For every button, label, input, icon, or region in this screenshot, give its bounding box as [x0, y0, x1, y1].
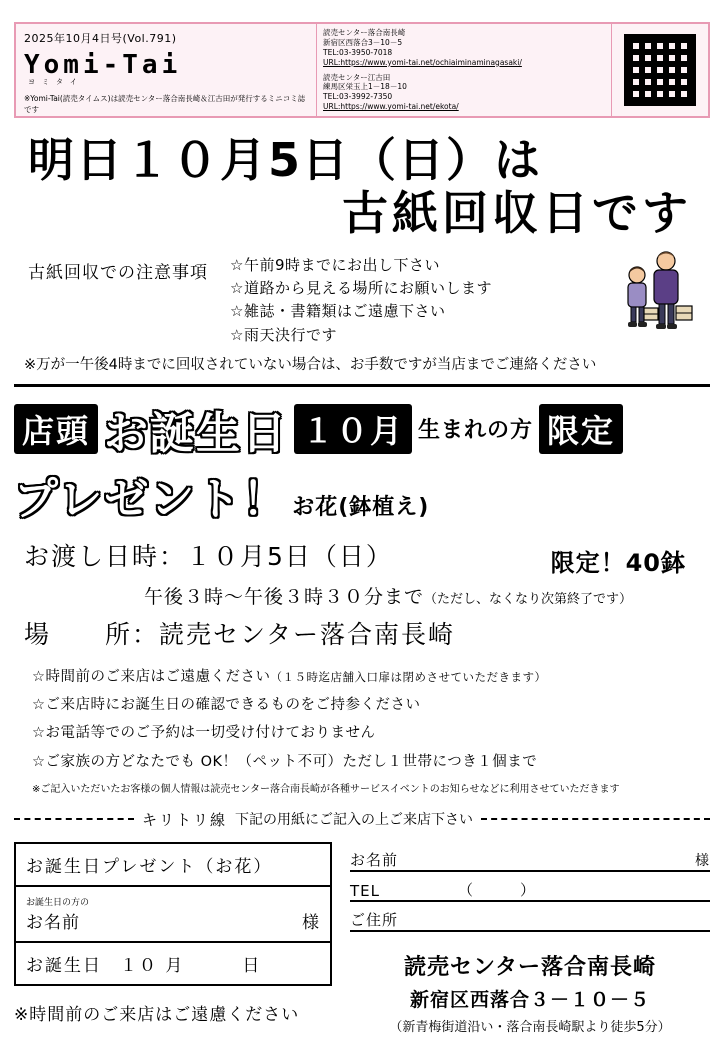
form-title: お誕生日プレゼント（お花）: [26, 856, 273, 877]
present-title-main-2: プレゼント！: [14, 473, 289, 525]
handover-time: 午後３時～午後３時３０分まで: [144, 585, 425, 608]
shop-name: 読売センター落合南長崎: [403, 954, 657, 980]
form-left-box: [14, 842, 332, 986]
place-line: [24, 615, 710, 651]
form-right-tel-label: TEL: [350, 881, 380, 900]
family-illustration: [604, 248, 694, 332]
form-birthday-label: お誕生日: [26, 955, 102, 976]
form-birthday-field[interactable]: [26, 951, 320, 976]
issue-date: 2025年10月4日号(Vol.791): [24, 32, 177, 45]
present-bullet-note: （１５時迄店舗入口扉は閉めさせていただきます）: [270, 669, 547, 684]
cut-dash-left: [14, 818, 134, 820]
form-name-suffix: 様: [302, 912, 320, 933]
badge-store: 店頭: [14, 404, 98, 454]
notice-item: ☆道路から見える場所にお願いします: [230, 279, 492, 298]
form-right: [350, 842, 710, 1035]
contact-block-ochiai: [323, 28, 605, 68]
form-right-name-suffix: 様: [695, 852, 710, 869]
flyer-page: [0, 22, 724, 1046]
publication-logo-ruby: ヨミタイ: [28, 78, 84, 86]
contact-tel-2: TEL:03-3992-7350: [323, 92, 393, 102]
masthead-qr: [612, 24, 708, 116]
present-bullet: [32, 663, 710, 691]
form-birthday-row[interactable]: [16, 943, 330, 984]
notice-section: [14, 254, 710, 347]
form-right-name-label: お名前: [350, 850, 399, 869]
shop-address: 新宿区西落合３－１０－５: [409, 988, 650, 1011]
present-details: [14, 537, 710, 651]
badge-limit: 限定: [539, 404, 623, 454]
contact-tel-1: TEL:03-3950-7018: [323, 47, 393, 57]
present-born-label: 生まれの方: [418, 418, 534, 444]
masthead-contacts: [316, 24, 612, 116]
contact-address-2: 練馬区栄玉上1－18－10: [323, 82, 407, 92]
contact-name-2: 読売センター江古田: [323, 72, 391, 82]
publication-logo: Yomi-Tai: [24, 50, 182, 80]
form-right-tel[interactable]: [350, 872, 710, 902]
form-right-tel-parens: [388, 879, 536, 900]
badge-month: １０月: [294, 404, 412, 454]
masthead-left: [16, 24, 316, 116]
shop-access: （新青梅街道沿い・落合南長崎駅より徒歩5分）: [389, 1019, 671, 1035]
handover-date: １０月5日（日）: [186, 541, 393, 571]
masthead: [14, 22, 710, 118]
shop-info: [350, 950, 710, 1035]
present-bullet: ☆ご家族の方どなたでも OK！（ペット不可）ただし１世帯につき１個まで: [32, 753, 538, 770]
present-bullet-text: ☆時間前のご来店はご遠慮ください: [32, 668, 271, 685]
form-left-note: ※時間前のご来店はご遠慮ください: [14, 1004, 300, 1025]
contact-block-ekota: [323, 73, 605, 113]
form-right-address-label: ご住所: [350, 910, 399, 929]
form-right-name[interactable]: [350, 842, 710, 872]
place-value: 読売センター落合南長崎: [159, 619, 456, 649]
form-title-row: [16, 844, 330, 887]
present-banner: [14, 397, 710, 527]
tel-paren-open: （: [458, 880, 475, 899]
privacy-note: ※ご記入いただいたお客様の個人情報は読売センター落合南長崎が各種サービスイベントのお知らせなどに利用させていただきます: [32, 783, 620, 795]
headline-line-2: 古紙回収日です: [342, 185, 692, 240]
notice-item: ☆雑誌・書籍類はご遠慮下さい: [230, 302, 446, 321]
tel-paren-close: ）: [520, 880, 537, 899]
form-birthday-month: １０ 月: [120, 955, 185, 976]
headline: [14, 134, 710, 240]
form-right-address[interactable]: [350, 902, 710, 932]
notice-footer: ※万が一午後4時までに回収されていない場合は、お手数ですが当店までご連絡ください: [24, 356, 597, 373]
form-name-field[interactable]: [26, 908, 320, 933]
contact-url-1[interactable]: URL:https://www.yomi-tai.net/ochiaiminaminagasaki/: [323, 57, 522, 67]
contact-url-2[interactable]: URL:https://www.yomi-tai.net/ekota/: [323, 102, 459, 112]
form-name-caption: お誕生日の方の: [26, 897, 90, 908]
handover-time-line: [24, 582, 710, 609]
notice-list: [230, 254, 492, 347]
form-name-label: お名前: [26, 912, 80, 933]
notice-label: 古紙回収での注意事項: [28, 262, 208, 283]
cut-line-label: キリトリ線: [142, 810, 228, 829]
present-banner-row-2: [14, 463, 710, 527]
section-divider: [14, 384, 710, 387]
form-name-row[interactable]: [16, 887, 330, 943]
present-gift: お花(鉢植え): [292, 494, 430, 520]
cut-dash-right: [481, 818, 710, 820]
present-bullets: [14, 663, 710, 776]
notice-item: ☆雨天決行です: [230, 325, 337, 344]
present-banner-row-1: [14, 397, 710, 461]
notice-item: ☆午前9時までにお出し下さい: [230, 255, 440, 274]
contact-address-1: 新宿区西落合3－10－5: [323, 37, 403, 47]
present-bullet: ☆お電話等でのご予約は一切受け付けておりません: [32, 725, 376, 742]
present-title-main: お誕生日: [104, 407, 289, 459]
application-form: [14, 842, 710, 1035]
cut-line-sub: 下記の用紙にご記入の上ご来店下さい: [235, 812, 474, 829]
contact-name-1: 読売センター落合南長崎: [323, 28, 406, 37]
handover-label: お渡し日時：: [24, 541, 187, 571]
qr-code-icon[interactable]: [624, 34, 696, 106]
present-bullet: ☆ご来店時にお誕生日の確認できるものをご持参ください: [32, 697, 421, 714]
place-label: 場 所：: [24, 619, 160, 649]
headline-line-1: 明日１０月5日（日）は: [28, 133, 543, 187]
publication-note: ※Yomi-Tai(読売タイムス)は読売センター落合南長崎＆江古田が発行するミニコミ誌です: [24, 94, 306, 114]
handover-time-note: （ただし、なくなり次第終了です）: [424, 591, 633, 607]
form-left: [14, 842, 332, 1035]
form-birthday-day: 日: [242, 955, 262, 976]
cut-line: [14, 809, 710, 830]
limit-note: 限定！40鉢: [550, 548, 686, 577]
